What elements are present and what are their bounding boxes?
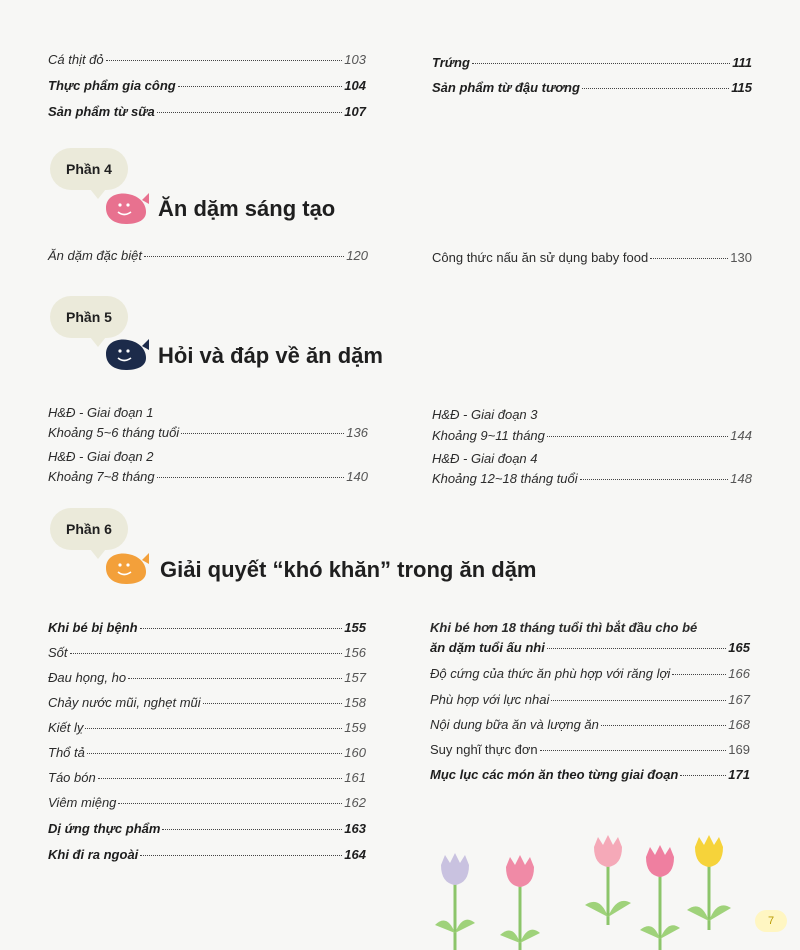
qa-stage-2-label: H&Đ - Giai đoạn 2 bbox=[48, 449, 154, 464]
entry-page: 107 bbox=[344, 104, 366, 119]
toc-entry-qa-stage-4[interactable] bbox=[432, 471, 752, 487]
entry-page: 163 bbox=[344, 821, 366, 836]
tulip-pink-3 bbox=[640, 845, 680, 950]
entry-title: Thực phẩm gia công bbox=[48, 78, 176, 93]
entry-title: ăn dặm tuổi ấu nhi bbox=[430, 640, 545, 655]
entry-title: Trứng bbox=[432, 55, 470, 70]
toc-entry-di-ung-thuc-pham[interactable] bbox=[48, 821, 366, 837]
entry-title: Sản phẩm từ sữa bbox=[48, 104, 155, 119]
toc-entry-thuc-pham-gia-cong[interactable] bbox=[48, 78, 366, 94]
leader-dots bbox=[98, 778, 343, 779]
entry-page: 159 bbox=[344, 720, 366, 735]
toc-entry-sot[interactable] bbox=[48, 645, 366, 661]
entry-page: 171 bbox=[728, 767, 750, 782]
toc-entry-an-dam-dac-biet[interactable] bbox=[48, 248, 368, 264]
part6-label: Phần 6 bbox=[66, 521, 112, 537]
entry-title: Kiết lỵ bbox=[48, 720, 84, 735]
toc-entry-an-dam-tuoi-au-nhi[interactable] bbox=[430, 640, 750, 656]
tulip-pink-2 bbox=[585, 835, 631, 925]
entry-title: Táo bón bbox=[48, 770, 96, 785]
entry-title: Khoảng 5~6 tháng tuổi bbox=[48, 425, 180, 440]
leader-dots bbox=[140, 628, 343, 629]
entry-page: 104 bbox=[344, 78, 366, 93]
entry-title: Chảy nước mũi, nghẹt mũi bbox=[48, 695, 201, 710]
leader-dots bbox=[157, 112, 343, 113]
entry-page: 144 bbox=[730, 428, 752, 443]
tulip-lavender bbox=[435, 853, 475, 950]
toc-entry-chay-nuoc-mui[interactable] bbox=[48, 695, 366, 711]
qa-stage-1-label: H&Đ - Giai đoạn 1 bbox=[48, 405, 154, 420]
entry-page: 136 bbox=[346, 425, 368, 440]
entry-title: Khoảng 7~8 tháng bbox=[48, 469, 155, 484]
leader-dots bbox=[547, 648, 726, 649]
leader-dots bbox=[87, 753, 342, 754]
part6-whale-icon bbox=[102, 550, 150, 586]
toc-entry-18-months-line1: Khi bé hơn 18 tháng tuổi thì bắt đầu cho bé bbox=[430, 620, 698, 635]
tulip-pink-1 bbox=[500, 855, 540, 950]
toc-entry-do-cung-thuc-an[interactable] bbox=[430, 666, 750, 682]
toc-entry-tao-bon[interactable] bbox=[48, 770, 366, 786]
leader-dots bbox=[181, 433, 344, 434]
part6-label-bubble bbox=[50, 508, 128, 550]
entry-title: Dị ứng thực phẩm bbox=[48, 821, 161, 836]
entry-title: Mục lục các món ăn theo từng giai đoạn bbox=[430, 767, 679, 782]
entry-title: Suy nghĩ thực đơn bbox=[430, 742, 538, 757]
toc-entry-qa-stage-2[interactable] bbox=[48, 469, 368, 485]
entry-page: 160 bbox=[344, 745, 366, 760]
entry-page: 166 bbox=[728, 666, 750, 681]
leader-dots bbox=[157, 477, 345, 478]
leader-dots bbox=[650, 258, 728, 259]
entry-page: 161 bbox=[344, 770, 366, 785]
qa-stage-4-label: H&Đ - Giai đoạn 4 bbox=[432, 451, 538, 466]
entry-title: Công thức nấu ăn sử dụng baby food bbox=[432, 250, 649, 265]
toc-entry-san-pham-tu-dau-tuong[interactable] bbox=[432, 80, 752, 96]
part6-heading: Giải quyết “khó khăn” trong ăn dặm bbox=[160, 557, 537, 582]
leader-dots bbox=[580, 479, 729, 480]
toc-entry-baby-food[interactable] bbox=[432, 250, 752, 266]
entry-page: 140 bbox=[346, 469, 368, 484]
tulips-decoration bbox=[425, 835, 745, 950]
toc-entry-khi-be-bi-benh[interactable] bbox=[48, 620, 366, 636]
entry-page: 158 bbox=[344, 695, 366, 710]
entry-title: Cá thịt đỏ bbox=[48, 52, 104, 67]
part5-label: Phần 5 bbox=[66, 309, 112, 325]
toc-entry-muc-luc-mon-an[interactable] bbox=[430, 767, 750, 783]
entry-title: Phù hợp với lực nhai bbox=[430, 692, 550, 707]
entry-page: 111 bbox=[732, 55, 752, 70]
entry-title: Thổ tả bbox=[48, 745, 85, 760]
part4-heading: Ăn dặm sáng tạo bbox=[158, 196, 336, 221]
toc-entry-suy-nghi-thuc-don[interactable] bbox=[430, 742, 750, 758]
leader-dots bbox=[118, 803, 342, 804]
entry-page: 156 bbox=[344, 645, 366, 660]
part4-label: Phần 4 bbox=[66, 161, 112, 177]
entry-page: 162 bbox=[344, 795, 366, 810]
leader-dots bbox=[178, 86, 343, 87]
entry-page: 168 bbox=[728, 717, 750, 732]
leader-dots bbox=[140, 855, 342, 856]
entry-title: Sản phẩm từ đậu tương bbox=[432, 80, 580, 95]
page-number-badge bbox=[755, 910, 787, 932]
entry-title: Khoảng 9~11 tháng bbox=[432, 428, 545, 443]
leader-dots bbox=[540, 750, 727, 751]
entry-page: 167 bbox=[728, 692, 750, 707]
part5-label-bubble bbox=[50, 296, 128, 338]
entry-title: Khoảng 12~18 tháng tuổi bbox=[432, 471, 578, 486]
toc-entry-qa-stage-1[interactable] bbox=[48, 425, 368, 441]
toc-entry-viem-mieng[interactable] bbox=[48, 795, 366, 811]
tulip-yellow bbox=[687, 835, 731, 930]
toc-entry-noi-dung-bua-an[interactable] bbox=[430, 717, 750, 733]
toc-entry-tho-ta[interactable] bbox=[48, 745, 366, 761]
toc-entry-phu-hop-luc-nhai[interactable] bbox=[430, 692, 750, 708]
entry-title: Khi bé bị bệnh bbox=[48, 620, 138, 635]
entry-title: Khi đi ra ngoài bbox=[48, 847, 139, 862]
entry-page: 165 bbox=[728, 640, 750, 655]
entry-page: 120 bbox=[346, 248, 368, 263]
toc-entry-ca-thit-do[interactable] bbox=[48, 52, 366, 68]
entry-page: 157 bbox=[344, 670, 366, 685]
entry-title: Nội dung bữa ăn và lượng ăn bbox=[430, 717, 599, 732]
leader-dots bbox=[70, 653, 343, 654]
leader-dots bbox=[672, 674, 726, 675]
leader-dots bbox=[85, 728, 342, 729]
toc-entry-qa-stage-3[interactable] bbox=[432, 428, 752, 444]
leader-dots bbox=[106, 60, 343, 61]
leader-dots bbox=[128, 678, 342, 679]
leader-dots bbox=[551, 700, 726, 701]
toc-entry-san-pham-tu-sua[interactable] bbox=[48, 104, 366, 120]
page-number: 7 bbox=[767, 915, 775, 927]
leader-dots bbox=[162, 829, 342, 830]
leader-dots bbox=[144, 256, 344, 257]
part4-label-bubble bbox=[50, 148, 128, 190]
leader-dots bbox=[680, 775, 726, 776]
part5-whale-icon bbox=[102, 336, 150, 372]
entry-page: 148 bbox=[730, 471, 752, 486]
entry-title: Ăn dặm đặc biệt bbox=[48, 248, 142, 263]
toc-entry-trung[interactable] bbox=[432, 55, 752, 71]
part4-whale-icon bbox=[102, 190, 150, 226]
leader-dots bbox=[472, 63, 730, 64]
leader-dots bbox=[547, 436, 728, 437]
entry-title: Sốt bbox=[48, 645, 68, 660]
entry-title: Đau họng, ho bbox=[48, 670, 127, 685]
leader-dots bbox=[203, 703, 343, 704]
entry-page: 130 bbox=[730, 250, 752, 265]
toc-entry-dau-hong-ho[interactable] bbox=[48, 670, 366, 686]
toc-entry-kiet-ly[interactable] bbox=[48, 720, 366, 736]
entry-page: 155 bbox=[344, 620, 366, 635]
leader-dots bbox=[601, 725, 726, 726]
entry-page: 103 bbox=[344, 52, 366, 67]
qa-stage-3-label: H&Đ - Giai đoạn 3 bbox=[432, 407, 538, 422]
leader-dots bbox=[582, 88, 729, 89]
entry-page: 164 bbox=[344, 847, 366, 862]
entry-page: 169 bbox=[728, 742, 750, 757]
entry-page: 115 bbox=[731, 80, 752, 95]
toc-entry-khi-di-ra-ngoai[interactable] bbox=[48, 847, 366, 863]
entry-title: Độ cứng của thức ăn phù hợp với răng lợi bbox=[430, 666, 671, 681]
entry-title: Viêm miệng bbox=[48, 795, 117, 810]
part5-heading: Hỏi và đáp về ăn dặm bbox=[158, 343, 383, 368]
